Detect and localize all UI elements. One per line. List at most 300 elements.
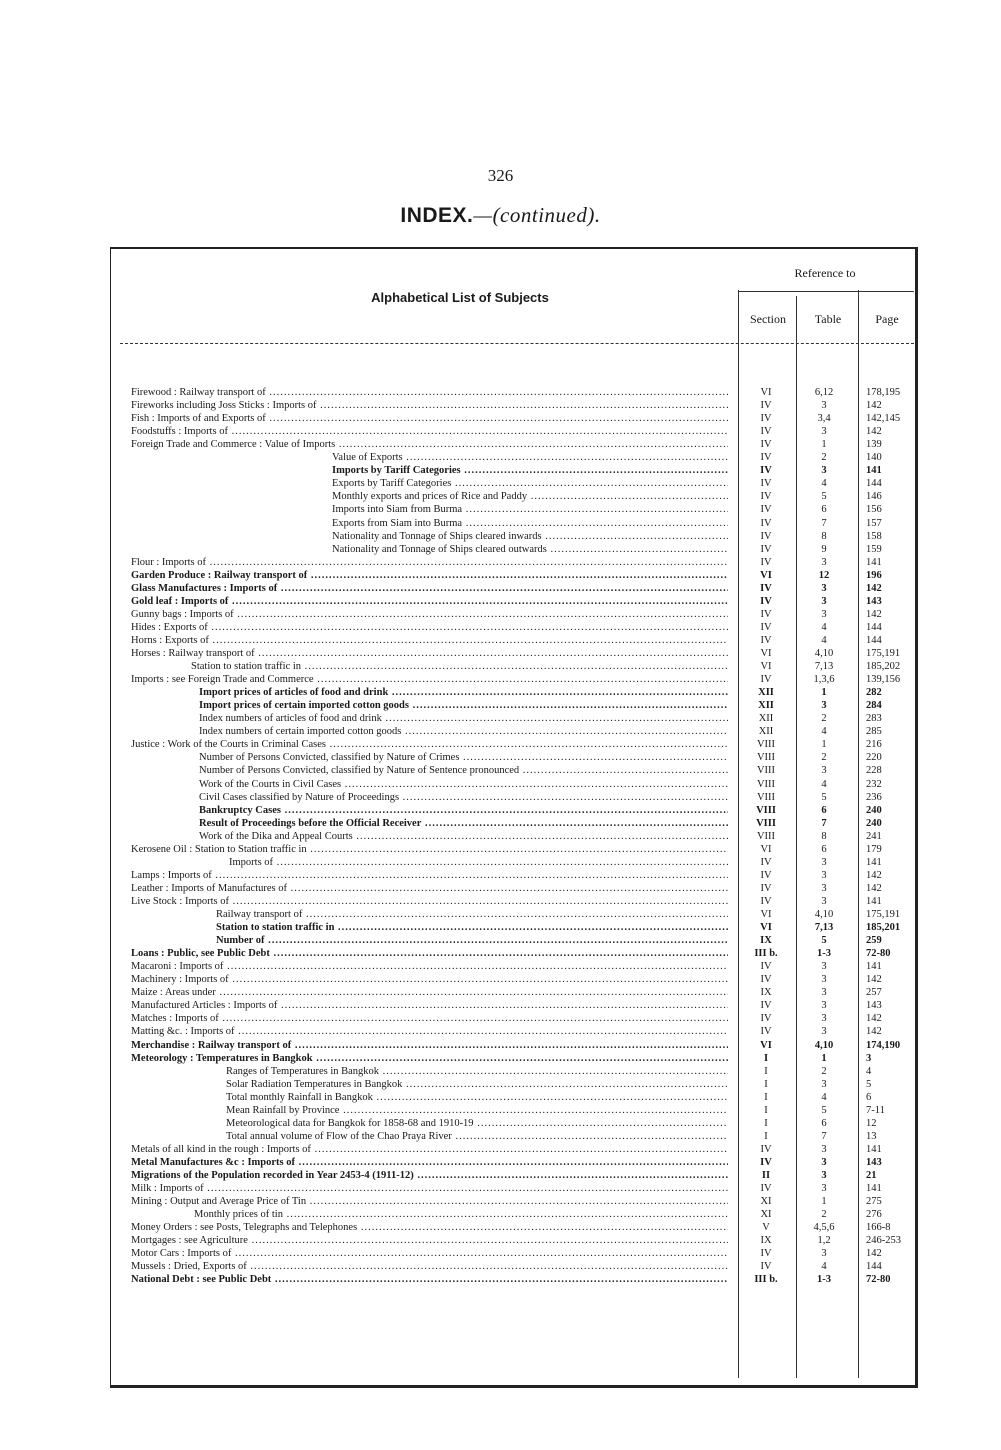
index-section: IV	[760, 1000, 772, 1012]
index-page-ref: 144	[866, 1261, 882, 1273]
index-row	[0, 765, 1001, 777]
index-section: VI	[760, 387, 772, 398]
index-table-ref: 4,10	[814, 648, 834, 659]
index-section: IX	[760, 935, 772, 947]
index-subject: Imports of .....	[229, 857, 728, 869]
index-table-ref: 4	[821, 621, 827, 633]
index-section: IV	[760, 556, 772, 568]
reference-header-rule	[738, 291, 914, 292]
index-table-ref: 2	[821, 452, 827, 464]
index-row	[0, 831, 1001, 843]
index-section: IV	[760, 674, 772, 686]
index-page-ref: 12	[866, 1117, 877, 1129]
index-page-ref: 6	[866, 1091, 872, 1103]
index-page-ref: 196	[866, 569, 882, 581]
index-table-ref: 2	[821, 713, 827, 725]
index-section: IV	[760, 439, 772, 451]
index-page-ref: 240	[866, 804, 882, 816]
index-table-ref: 3	[821, 961, 827, 973]
index-table-ref: 4	[821, 478, 827, 490]
index-page-ref: 185,202	[866, 661, 901, 673]
index-page-ref: 3	[866, 1052, 872, 1064]
index-table-ref: 4	[821, 726, 827, 738]
index-section: I	[764, 1091, 768, 1103]
index-subject: Meteorological data for Bangkok for 1858-68 and 1910-19 .....	[226, 1118, 728, 1130]
index-table-ref: 3	[821, 1170, 827, 1181]
index-section: I	[764, 1078, 768, 1090]
header-bottom-rule	[120, 343, 914, 344]
index-page-ref: 276	[866, 1209, 882, 1221]
index-row	[0, 465, 1001, 477]
index-section: XII	[758, 726, 774, 738]
index-section: IV	[760, 543, 772, 555]
index-section: VI	[760, 569, 772, 581]
index-subject: Number of Persons Convicted, classified by Nature of Crimes .....	[199, 752, 728, 764]
index-row	[0, 883, 1001, 895]
index-subject: Motor Cars : Imports of .....	[131, 1248, 728, 1260]
index-table-ref: 3	[821, 465, 827, 477]
index-section: XI	[760, 1196, 772, 1208]
index-section: IV	[760, 1026, 772, 1038]
index-table-ref: 8	[821, 830, 827, 842]
index-page-ref: 157	[866, 517, 882, 529]
index-page-ref: 275	[866, 1196, 882, 1208]
index-row	[0, 452, 1001, 464]
index-table-ref: 4	[821, 1261, 827, 1273]
index-section: VIII	[756, 765, 776, 777]
index-subject: Matches : Imports of .....	[131, 1013, 728, 1025]
index-row	[0, 1235, 1001, 1247]
index-table-ref: 2	[821, 752, 827, 764]
page-header: Page	[875, 312, 899, 326]
index-subject: Metals of all kind in the rough : Imports of .....	[131, 1144, 728, 1156]
index-row	[0, 739, 1001, 751]
index-table-ref: 7	[821, 1130, 827, 1142]
index-section: IV	[760, 413, 772, 425]
index-row	[0, 518, 1001, 530]
index-subject: Mining : Output and Average Price of Tin .....	[131, 1196, 728, 1208]
index-row	[0, 844, 1001, 856]
index-table-ref: 3	[821, 1078, 827, 1090]
index-row	[0, 1157, 1001, 1169]
index-table-ref: 3	[821, 426, 827, 438]
index-section: IX	[760, 987, 772, 999]
index-subject: Manufactured Articles : Imports of .....	[131, 1000, 728, 1012]
index-section: VI	[760, 1039, 772, 1051]
index-section: III b.	[754, 948, 778, 960]
index-section: IV	[760, 882, 772, 894]
index-section: VI	[760, 909, 772, 920]
page-number: 326	[487, 166, 514, 185]
index-subject: Import prices of certain imported cotton goods .....	[199, 700, 728, 712]
index-subject: Imports : see Foreign Trade and Commerce .....	[131, 674, 728, 686]
index-table-ref: 6	[821, 843, 827, 855]
index-page-ref: 232	[866, 778, 882, 790]
index-page-ref: 72-80	[866, 948, 891, 960]
index-page-ref: 142	[866, 608, 882, 620]
index-row	[0, 1079, 1001, 1091]
index-table-ref: 3	[821, 700, 827, 712]
index-table-ref: 1-3	[817, 948, 831, 960]
index-row	[0, 1131, 1001, 1143]
index-row	[0, 674, 1001, 686]
index-page-ref: 146	[866, 491, 882, 503]
index-table-ref: 3	[821, 895, 827, 907]
index-page-ref: 175,191	[866, 648, 901, 659]
index-page-ref: 21	[866, 1170, 877, 1181]
index-subject: Machinery : Imports of .....	[131, 974, 728, 986]
index-row	[0, 1248, 1001, 1260]
index-page-ref: 142	[866, 582, 882, 594]
index-table-ref: 1	[821, 739, 827, 751]
index-row	[0, 439, 1001, 451]
index-subject: Garden Produce : Railway transport of .....	[131, 570, 728, 582]
index-page-ref: 259	[866, 935, 882, 947]
index-page-ref: 143	[866, 1000, 882, 1012]
index-row	[0, 400, 1001, 412]
index-row	[0, 935, 1001, 947]
index-table-ref: 1	[821, 687, 827, 699]
index-table-ref: 12	[818, 569, 830, 581]
index-row	[0, 1000, 1001, 1012]
index-page-ref: 72-80	[866, 1274, 891, 1286]
index-section: IV	[760, 608, 772, 620]
index-section: I	[764, 1130, 768, 1142]
index-section: IV	[760, 491, 772, 503]
reference-header: Reference to	[794, 266, 856, 280]
index-page-ref: 142	[866, 1248, 882, 1260]
index-subject: Firewood : Railway transport of .....	[131, 387, 728, 399]
index-table-ref: 3	[821, 400, 827, 412]
index-subject: Index numbers of articles of food and drink .....	[199, 713, 728, 725]
index-table-ref: 3	[821, 974, 827, 986]
index-section: I	[763, 1052, 769, 1064]
index-table-ref: 3	[821, 608, 827, 620]
index-page-ref: 282	[866, 687, 882, 699]
index-page-ref: 144	[866, 621, 882, 633]
index-section: I	[764, 1104, 768, 1116]
index-page-ref: 141	[866, 1143, 882, 1155]
index-row	[0, 1053, 1001, 1065]
index-row	[0, 1183, 1001, 1195]
index-section: I	[764, 1117, 768, 1129]
index-table-ref: 3	[821, 556, 827, 568]
index-table-ref: 7	[821, 517, 827, 529]
index-row	[0, 1066, 1001, 1078]
index-section: VIII	[756, 804, 776, 816]
index-row	[0, 570, 1001, 582]
index-section: IV	[760, 517, 772, 529]
index-row	[0, 779, 1001, 791]
index-subject: Index numbers of certain imported cotton goods .....	[199, 726, 728, 738]
index-page-ref: 142	[866, 1026, 882, 1038]
index-section: VI	[760, 661, 772, 673]
index-table-ref: 5	[821, 1104, 827, 1116]
index-section: VIII	[756, 778, 776, 790]
index-subject: Horses : Railway transport of .....	[131, 648, 728, 660]
index-page-ref: 257	[866, 987, 882, 999]
index-section: IV	[760, 1248, 772, 1260]
index-table-ref: 4	[821, 1091, 827, 1103]
index-page-ref: 285	[866, 726, 882, 738]
index-page-ref: 7-11	[866, 1104, 885, 1116]
index-page-ref: 142	[866, 869, 882, 881]
index-section: IV	[760, 582, 772, 594]
index-table-ref: 7,13	[814, 661, 834, 673]
index-page-ref: 240	[866, 817, 882, 829]
index-page-ref: 140	[866, 452, 882, 464]
index-row	[0, 531, 1001, 543]
index-row	[0, 648, 1001, 660]
index-subject: Gunny bags : Imports of .....	[131, 609, 728, 621]
index-subject: Gold leaf : Imports of .....	[131, 596, 728, 608]
index-page-ref: 156	[866, 504, 882, 516]
index-subject: Lamps : Imports of .....	[131, 870, 728, 882]
index-section: IV	[760, 1261, 772, 1273]
index-subject: Horns : Exports of .....	[131, 635, 728, 647]
index-row	[0, 1013, 1001, 1025]
index-page-ref: 236	[866, 791, 882, 803]
index-subject: National Debt : see Public Debt .....	[131, 1274, 728, 1286]
index-table-ref: 8	[821, 530, 827, 542]
index-row	[0, 805, 1001, 817]
index-page-ref: 220	[866, 752, 882, 764]
index-table-ref: 4,10	[814, 909, 834, 920]
index-table-ref: 3	[821, 1000, 827, 1012]
index-section: XII	[758, 713, 774, 725]
page-title	[0, 203, 1001, 228]
index-row	[0, 504, 1001, 516]
index-subject: Macaroni : Imports of .....	[131, 961, 728, 973]
index-section: VIII	[756, 791, 776, 803]
index-subject: Total monthly Rainfall in Bangkok .....	[226, 1092, 728, 1104]
index-table-ref: 1-3	[817, 1274, 831, 1286]
index-subject: Number of .....	[216, 935, 728, 947]
index-section: IV	[760, 465, 772, 477]
index-row	[0, 1209, 1001, 1221]
index-row	[0, 413, 1001, 425]
index-subject: Matting &c. : Imports of .....	[131, 1026, 728, 1038]
index-page-ref: 141	[866, 556, 882, 568]
index-table-ref: 6	[821, 1117, 827, 1129]
index-row	[0, 687, 1001, 699]
index-subject: Imports into Siam from Burma .....	[332, 504, 728, 516]
index-subject: Ranges of Temperatures in Bangkok .....	[226, 1066, 728, 1078]
index-table-ref: 2	[821, 1209, 827, 1221]
index-section: IV	[760, 961, 772, 973]
index-table-ref: 3	[821, 765, 827, 777]
index-row	[0, 974, 1001, 986]
index-page-ref: 141	[866, 961, 882, 973]
index-section: IV	[760, 1183, 772, 1195]
index-section: IV	[760, 634, 772, 646]
index-table-ref: 3	[821, 595, 827, 607]
index-page-ref: 143	[866, 595, 882, 607]
index-page-ref: 174,190	[866, 1039, 901, 1051]
index-subject: Mussels : Dried, Exports of .....	[131, 1261, 728, 1273]
index-row	[0, 1144, 1001, 1156]
index-subject: Number of Persons Convicted, classified by Nature of Sentence pronounced .....	[199, 765, 728, 777]
title-continued: —(continued).	[473, 203, 601, 227]
index-subject: Metal Manufactures &c : Imports of .....	[131, 1157, 728, 1169]
index-row	[0, 948, 1001, 960]
index-table-ref: 2	[821, 1065, 827, 1077]
index-page-ref: 158	[866, 530, 882, 542]
index-row	[0, 792, 1001, 804]
index-table-ref: 1	[821, 439, 827, 451]
index-table-ref: 6	[821, 504, 827, 516]
title-text: INDEX.	[400, 204, 474, 227]
index-subject: Leather : Imports of Manufactures of .....	[131, 883, 728, 895]
index-table-ref: 9	[821, 543, 827, 555]
index-section: IX	[760, 1235, 772, 1247]
index-row	[0, 1026, 1001, 1038]
index-page-ref: 142	[866, 400, 882, 412]
index-subject: Live Stock : Imports of .....	[131, 896, 728, 908]
index-section: XII	[758, 687, 774, 699]
index-table-ref: 3	[821, 856, 827, 868]
index-row	[0, 818, 1001, 830]
index-page-ref: 159	[866, 543, 882, 555]
index-row	[0, 557, 1001, 569]
index-section: IV	[760, 530, 772, 542]
index-row	[0, 544, 1001, 556]
index-page-ref: 139,156	[866, 674, 901, 686]
index-page-ref: 13	[866, 1130, 877, 1142]
index-subject: Maize : Areas under .....	[131, 987, 728, 999]
index-page-ref: 283	[866, 713, 882, 725]
index-row	[0, 491, 1001, 503]
index-row	[0, 661, 1001, 673]
index-subject: Import prices of articles of food and drink .....	[199, 687, 728, 699]
index-subject: Fireworks including Joss Sticks : Imports of .....	[131, 400, 728, 412]
index-table-ref: 3	[821, 1156, 827, 1168]
index-section: IV	[760, 895, 772, 907]
index-subject: Flour : Imports of .....	[131, 557, 728, 569]
index-row	[0, 583, 1001, 595]
index-page-ref: 144	[866, 478, 882, 490]
index-subject: Fish : Imports of and Exports of .....	[131, 413, 728, 425]
index-subject: Result of Proceedings before the Official Receiver .....	[199, 818, 728, 830]
index-row	[0, 752, 1001, 764]
index-table-ref: 1,2	[817, 1235, 831, 1247]
index-section: IV	[760, 1013, 772, 1025]
index-section: IV	[760, 974, 772, 986]
index-subject: Value of Exports .....	[332, 452, 728, 464]
index-section: VIII	[756, 830, 776, 842]
index-section: VI	[760, 922, 772, 934]
index-section: XI	[760, 1209, 772, 1221]
index-row	[0, 1040, 1001, 1052]
index-subject: Railway transport of .....	[216, 909, 728, 921]
index-subject: Station to station traffic in .....	[191, 661, 728, 673]
index-row	[0, 726, 1001, 738]
section-header: Section	[750, 312, 786, 326]
index-table-ref: 1	[821, 1052, 827, 1064]
index-table-ref: 3	[821, 1013, 827, 1025]
index-subject: Foodstuffs : Imports of .....	[131, 426, 728, 438]
index-page-ref: 142,145	[866, 413, 901, 425]
index-row	[0, 478, 1001, 490]
index-row	[0, 1118, 1001, 1130]
index-page-ref: 144	[866, 634, 882, 646]
index-row	[0, 870, 1001, 882]
index-section: VIII	[756, 817, 776, 829]
index-row	[0, 1196, 1001, 1208]
index-subject: Loans : Public, see Public Debt .....	[131, 948, 728, 960]
index-table-ref: 3	[821, 882, 827, 894]
index-page-ref: 185,201	[866, 922, 901, 934]
index-section: III b.	[754, 1274, 778, 1286]
index-row	[0, 596, 1001, 608]
index-row	[0, 857, 1001, 869]
index-section: IV	[760, 595, 772, 607]
index-row	[0, 635, 1001, 647]
index-table-ref: 3	[821, 1183, 827, 1195]
index-page-ref: 241	[866, 830, 882, 842]
index-row	[0, 387, 1001, 399]
index-section: II	[761, 1170, 771, 1181]
index-table-ref: 5	[821, 791, 827, 803]
index-table-ref: 3	[821, 1026, 827, 1038]
index-page-ref: 142	[866, 426, 882, 438]
index-page-ref: 5	[866, 1078, 872, 1090]
index-subject: Monthly prices of tin .....	[194, 1209, 728, 1221]
index-table-ref: 5	[821, 935, 827, 947]
index-subject: Glass Manufactures : Imports of .....	[131, 583, 728, 595]
index-section: IV	[760, 400, 772, 412]
index-subject: Exports from Siam into Burma .....	[332, 518, 728, 530]
index-row	[0, 987, 1001, 999]
index-table-ref: 3	[821, 582, 827, 594]
index-subject: Hides : Exports of .....	[131, 622, 728, 634]
index-page-ref: 141	[866, 465, 882, 477]
index-section: IV	[760, 504, 772, 516]
index-row	[0, 1170, 1001, 1182]
index-table-ref: 6	[821, 804, 827, 816]
index-page-ref: 166-8	[866, 1222, 891, 1234]
index-subject: Solar Radiation Temperatures in Bangkok .....	[226, 1079, 728, 1091]
index-table-ref: 3	[821, 987, 827, 999]
index-row	[0, 1261, 1001, 1273]
index-table-ref: 3	[821, 1143, 827, 1155]
index-subject: Milk : Imports of .....	[131, 1183, 728, 1195]
index-section: IV	[760, 478, 772, 490]
index-page-ref: 179	[866, 843, 882, 855]
index-section: IV	[760, 869, 772, 881]
index-subject: Work of the Dika and Appeal Courts .....	[199, 831, 728, 843]
index-page-ref: 175,191	[866, 909, 901, 920]
index-table-ref: 4	[821, 778, 827, 790]
index-section: I	[764, 1065, 768, 1077]
index-row	[0, 1222, 1001, 1234]
index-page-ref: 4	[866, 1065, 872, 1077]
index-page-ref: 143	[866, 1156, 882, 1168]
index-row	[0, 961, 1001, 973]
index-subject: Kerosene Oil : Station to Station traffic in .....	[131, 844, 728, 856]
index-row	[0, 426, 1001, 438]
table-header: Table	[814, 312, 842, 326]
index-table-ref: 3,4	[817, 413, 831, 425]
index-subject: Foreign Trade and Commerce : Value of Imports .....	[131, 439, 728, 451]
index-subject: Work of the Courts in Civil Cases .....	[199, 779, 728, 791]
index-section: IV	[760, 1156, 772, 1168]
index-section: IV	[760, 1143, 772, 1155]
index-page-ref: 139	[866, 439, 882, 451]
index-section: XII	[758, 700, 774, 712]
index-page-ref: 142	[866, 974, 882, 986]
index-subject: Money Orders : see Posts, Telegraphs and Telephones .....	[131, 1222, 728, 1234]
